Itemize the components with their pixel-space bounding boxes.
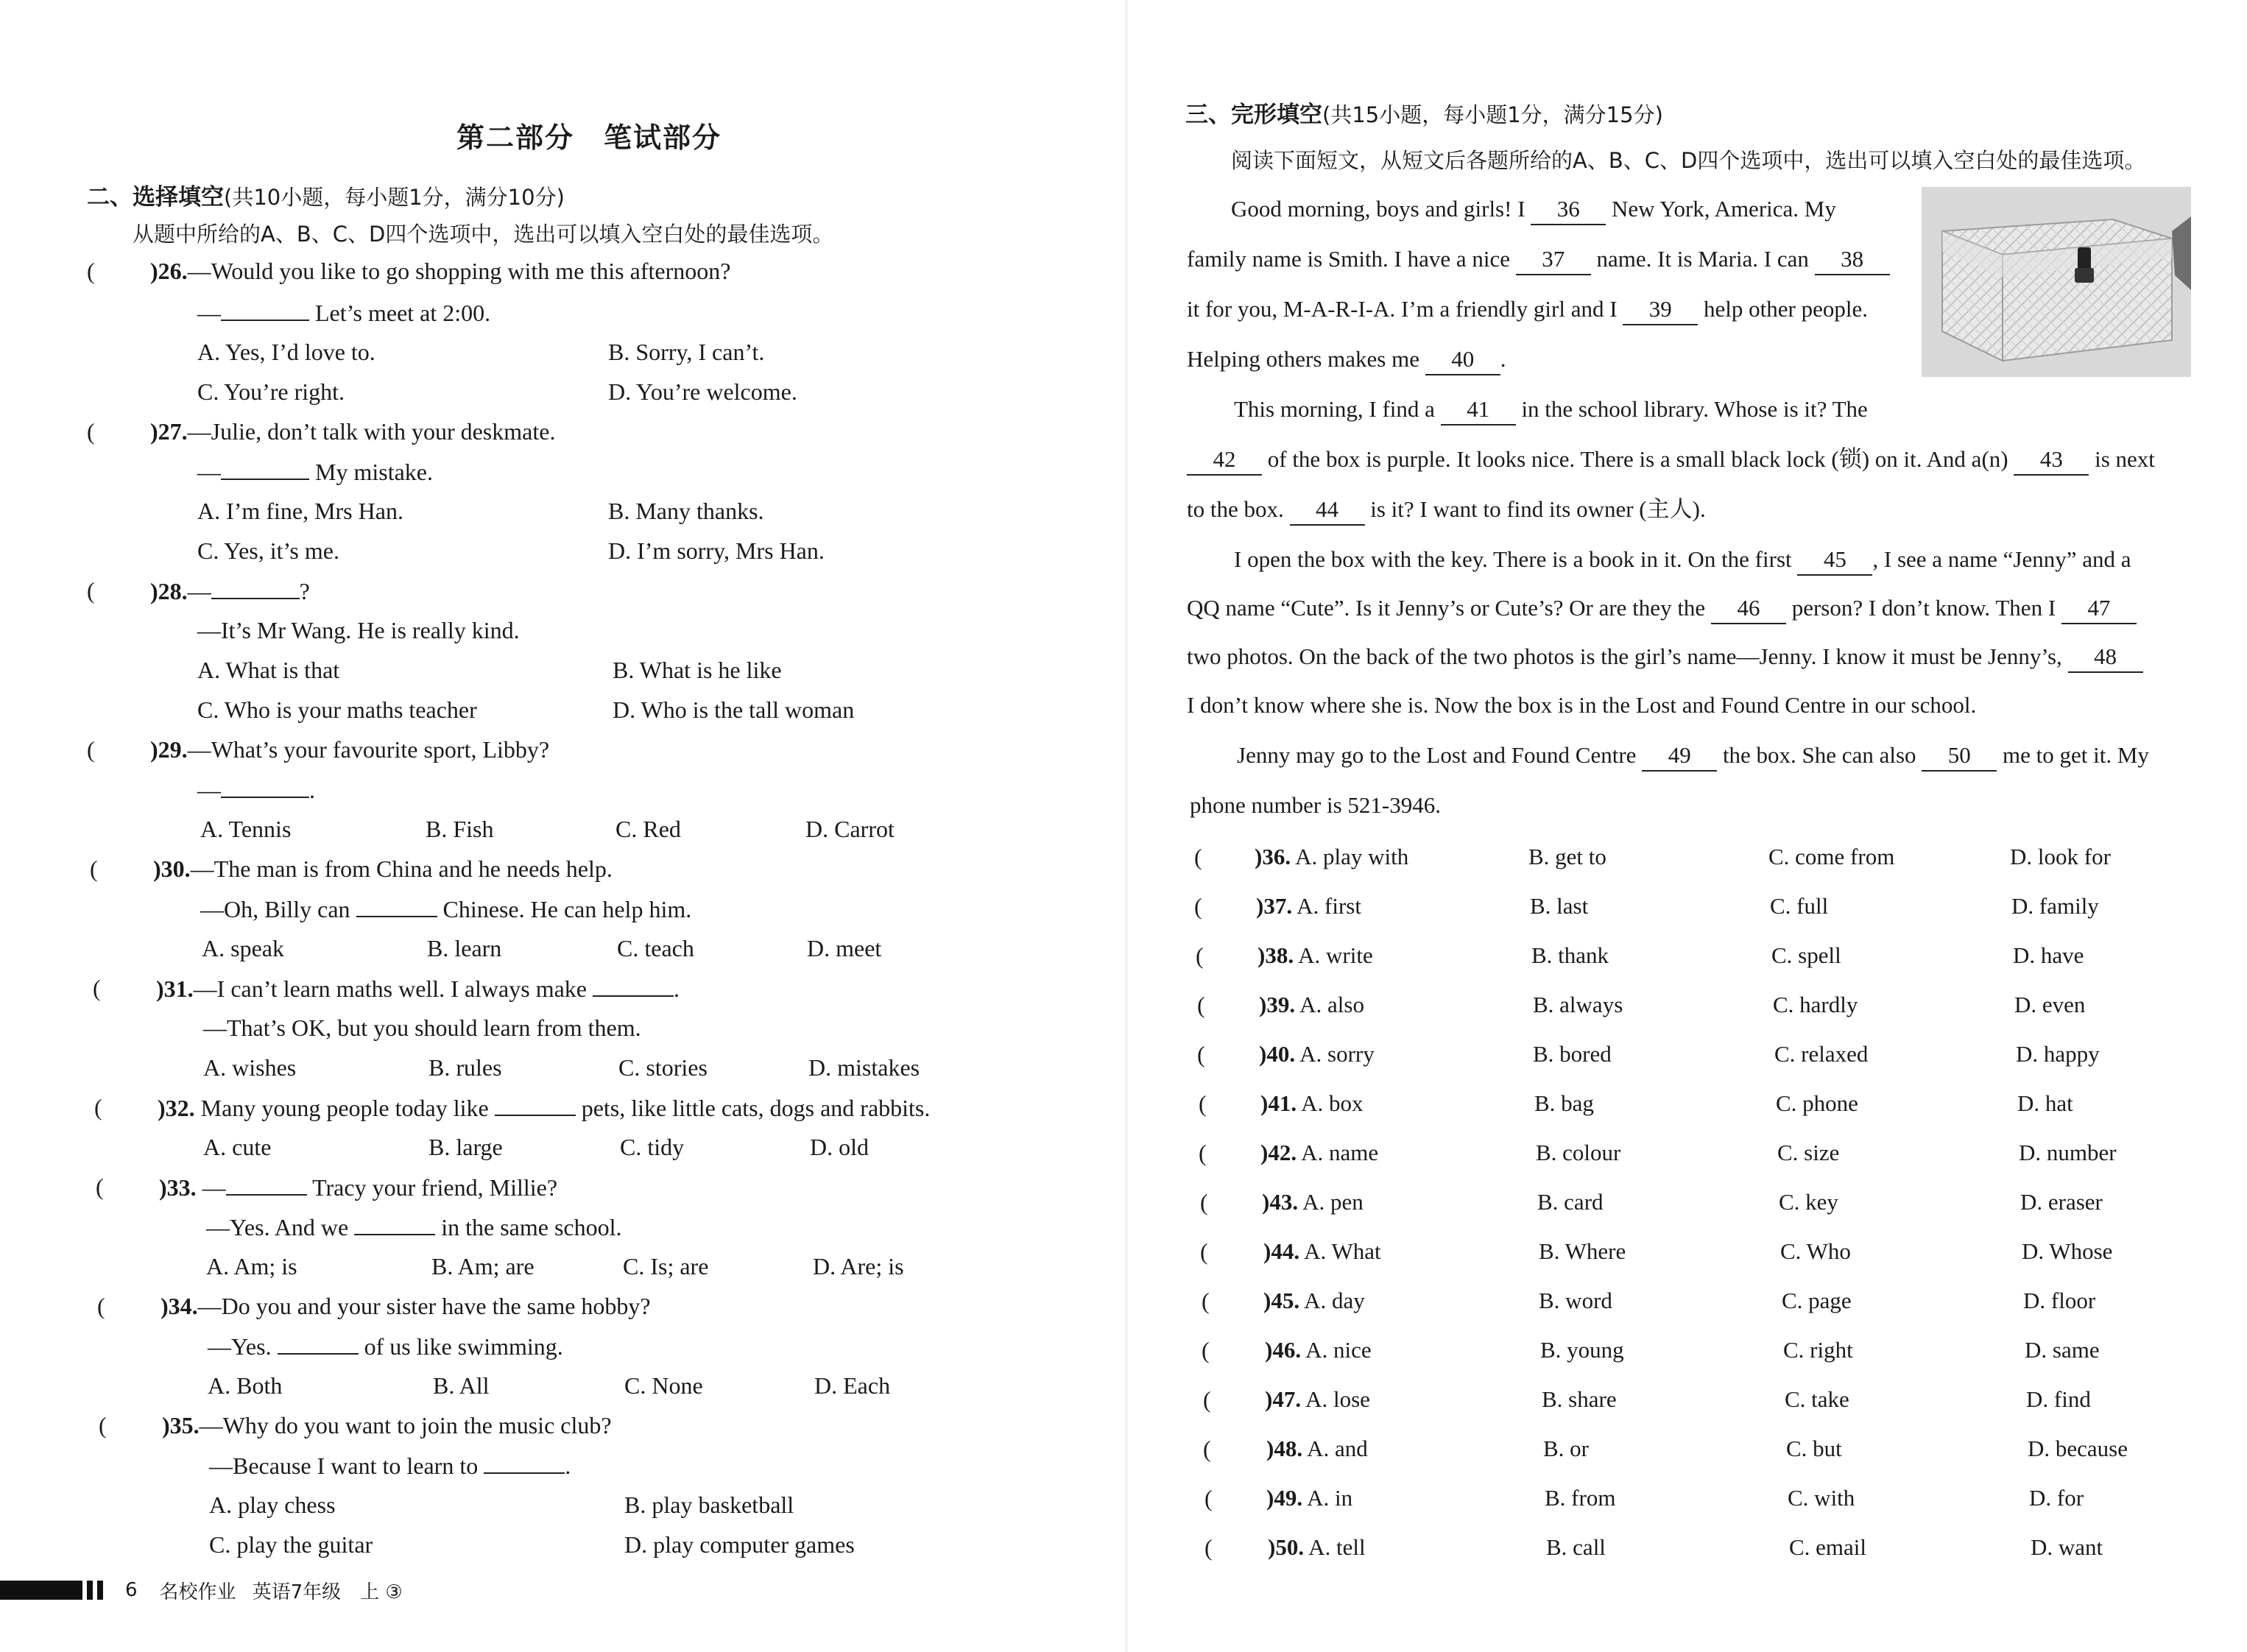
option-a: A. nice: [1301, 1337, 1372, 1363]
answer-paren-50[interactable]: (: [1204, 1534, 1213, 1561]
q28-option-d: D. Who is the tall woman: [613, 696, 855, 723]
answer-paren-45[interactable]: (: [1202, 1288, 1210, 1314]
q33-option-a: A. Am; is: [206, 1253, 297, 1279]
q27-option-a: A. I’m fine, Mrs Han.: [197, 498, 403, 524]
option-a: A. tell: [1304, 1534, 1366, 1560]
answer-paren-44[interactable]: (: [1200, 1238, 1208, 1265]
option-b: B. share: [1542, 1386, 1617, 1412]
passage-p3-l2: QQ name “Cute”. Is it Jenny’s or Cute’s? Or are they the 46 person? I don’t know. Then I 47: [1187, 593, 2137, 624]
q31-option-d: D. mistakes: [808, 1054, 920, 1081]
answer-paren-46[interactable]: (: [1202, 1337, 1210, 1363]
option-c: C. full: [1770, 893, 1829, 919]
blank-50: 50: [1922, 741, 1997, 772]
footer-bar-thin: [87, 1581, 93, 1600]
passage-p3-l3: two photos. On the back of the two photos is the girl’s name—Jenny. I know it must be Jenny’s, 48: [1187, 642, 2143, 673]
passage-p2-l3: to the box. 44 is it? I want to find its owner (主人).: [1187, 495, 1706, 526]
q28-option-c: C. Who is your maths teacher: [197, 696, 477, 723]
option-b: B. bag: [1534, 1090, 1594, 1116]
blank-43: 43: [2014, 445, 2089, 476]
option-d: D. Whose: [2022, 1238, 2113, 1264]
q26-blank: [221, 297, 309, 321]
option-num: )47.: [1265, 1386, 1302, 1412]
section2-heading: [87, 178, 565, 211]
option-a: A. box: [1297, 1090, 1364, 1116]
option-b: B. bored: [1533, 1041, 1612, 1067]
option-d: D. floor: [2023, 1288, 2096, 1313]
option-d: D. happy: [2016, 1041, 2100, 1067]
option-c: C. but: [1786, 1436, 1842, 1461]
option-a: A. in: [1302, 1485, 1353, 1511]
option-c: C. size: [1777, 1140, 1840, 1165]
blank-48: 48: [2068, 642, 2143, 673]
q27-option-b: B. Many thanks.: [608, 498, 764, 524]
answer-paren-31[interactable]: (: [93, 975, 101, 1001]
q26-line2: — Let’s meet at 2:00.: [197, 297, 490, 328]
passage-p2-l2: 42 of the box is purple. It looks nice. There is a small black lock (锁) on it. And a(n) 43 is next: [1187, 445, 2155, 476]
option-num: )49.: [1266, 1485, 1303, 1511]
q31-blank: [593, 973, 674, 997]
q35-option-b: B. play basketball: [624, 1492, 794, 1518]
answer-paren-43[interactable]: (: [1200, 1189, 1208, 1215]
option-b: B. call: [1546, 1534, 1606, 1560]
q31-option-a: A. wishes: [203, 1054, 297, 1081]
option-b: B. get to: [1528, 844, 1606, 869]
storage-box-image: [1922, 187, 2191, 377]
passage-p4-l2: phone number is 521-3946.: [1190, 792, 1441, 818]
passage-p1-l1: Good morning, boys and girls! I 36 New York, America. My: [1231, 194, 1836, 225]
option-b: B. colour: [1536, 1140, 1621, 1165]
option-c: C. hardly: [1773, 992, 1858, 1017]
q33-option-b: B. Am; are: [431, 1253, 535, 1279]
option-d: D. hat: [2017, 1090, 2073, 1116]
footer-bar: [0, 1581, 82, 1600]
section2-head: 二、选择填空: [87, 184, 224, 211]
q33-blank-2: [354, 1212, 435, 1235]
q27-option-c: C. Yes, it’s me.: [197, 537, 339, 564]
option-a: A. What: [1299, 1238, 1381, 1264]
blank-44: 44: [1290, 495, 1365, 526]
q35-option-d: D. play computer games: [624, 1531, 855, 1558]
q29-line2: — .: [197, 774, 315, 805]
answer-paren-41[interactable]: (: [1199, 1090, 1207, 1117]
option-a: A. sorry: [1295, 1041, 1375, 1067]
option-c: C. email: [1789, 1534, 1867, 1560]
q34-option-b: B. All: [433, 1372, 490, 1399]
blank-36: 36: [1531, 194, 1606, 225]
option-num: )45.: [1263, 1288, 1300, 1313]
q34-option-c: C. None: [624, 1372, 703, 1399]
option-a: A. day: [1299, 1288, 1365, 1313]
footer-bar-thin: [97, 1581, 103, 1600]
q33-option-d: D. Are; is: [813, 1253, 904, 1279]
q32-line1: )32. Many young people today like pets, like little cats, dogs and rabbits.: [158, 1092, 930, 1123]
q30-option-d: D. meet: [807, 935, 882, 961]
q34-option-d: D. Each: [814, 1372, 891, 1399]
option-c: C. come from: [1768, 844, 1895, 869]
q26-option-c: C. You’re right.: [197, 378, 345, 405]
option-num: )42.: [1260, 1140, 1297, 1165]
answer-paren-35[interactable]: (: [99, 1412, 107, 1439]
option-num: )36.: [1255, 844, 1291, 869]
q28-line2: —It’s Mr Wang. He is really kind.: [197, 617, 520, 643]
q34-blank: [278, 1331, 359, 1355]
option-b: B. card: [1537, 1189, 1604, 1215]
q35-blank: [484, 1450, 565, 1474]
option-d: D. even: [2014, 992, 2086, 1017]
blank-49: 49: [1642, 741, 1717, 772]
answer-paren-27[interactable]: (: [87, 418, 95, 445]
page-number: 6: [125, 1579, 138, 1601]
option-d: D. have: [2013, 942, 2084, 968]
blank-47: 47: [2061, 593, 2137, 624]
answer-paren-39[interactable]: (: [1197, 992, 1205, 1018]
answer-paren-36[interactable]: (: [1194, 844, 1202, 870]
option-num: )46.: [1265, 1337, 1302, 1363]
option-c: C. right: [1783, 1337, 1853, 1363]
answer-paren-33[interactable]: (: [96, 1173, 104, 1200]
option-d: D. because: [2028, 1436, 2128, 1461]
q29-option-d: D. Carrot: [805, 816, 895, 842]
book-title: 名校作业: [159, 1581, 236, 1603]
answer-paren-28[interactable]: (: [87, 577, 95, 604]
q29-option-a: A. Tennis: [200, 816, 292, 842]
q35-option-c: C. play the guitar: [209, 1531, 373, 1558]
option-b: B. always: [1533, 992, 1623, 1017]
q30-line1: )30.—The man is from China and he needs help.: [153, 855, 613, 882]
answer-paren-47[interactable]: (: [1203, 1386, 1211, 1413]
option-d: D. same: [2025, 1337, 2100, 1363]
q32-option-b: B. large: [428, 1134, 503, 1160]
blank-46: 46: [1711, 593, 1786, 624]
q34-line2: —Yes. of us like swimming.: [208, 1331, 563, 1361]
q32-option-d: D. old: [810, 1134, 869, 1160]
q34-option-a: A. Both: [208, 1372, 283, 1399]
passage-p1-l2: family name is Smith. I have a nice 37 name. It is Maria. I can 38: [1187, 244, 1890, 275]
q28-option-b: B. What is he like: [613, 657, 782, 683]
q35-line1: )35.—Why do you want to join the music club?: [162, 1412, 612, 1439]
option-num: )44.: [1263, 1238, 1300, 1264]
option-c: C. page: [1782, 1288, 1852, 1313]
option-num: )39.: [1259, 992, 1296, 1017]
passage-p1-l4: Helping others makes me 40 .: [1187, 345, 1506, 375]
q27-option-d: D. I’m sorry, Mrs Han.: [608, 537, 825, 564]
option-a: A. name: [1297, 1140, 1379, 1165]
passage-p3-l1: I open the box with the key. There is a book in it. On the first 45 , I see a name “Jenny” and a: [1234, 545, 2131, 576]
option-d: D. number: [2019, 1140, 2117, 1165]
section3-head: 三、完形填空: [1185, 102, 1322, 128]
answer-paren-37[interactable]: (: [1194, 893, 1202, 919]
page-footer: [0, 1575, 403, 1605]
q27-blank: [221, 456, 309, 480]
option-num: )38.: [1257, 942, 1294, 968]
option-num: )50.: [1268, 1534, 1305, 1560]
q32-blank: [495, 1092, 576, 1116]
answer-paren-26[interactable]: (: [87, 258, 95, 284]
option-d: D. want: [2031, 1534, 2103, 1560]
q26-option-b: B. Sorry, I can’t.: [608, 339, 765, 365]
option-d: D. look for: [2010, 844, 2111, 869]
option-a: A. lose: [1301, 1386, 1370, 1412]
blank-45: 45: [1797, 545, 1872, 576]
passage-p3-l4: I don’t know where she is. Now the box is in the Lost and Found Centre in our school.: [1187, 692, 1977, 718]
answer-paren-30[interactable]: (: [90, 855, 98, 882]
q29-option-b: B. Fish: [426, 816, 494, 842]
box-photo: [1922, 187, 2191, 377]
q29-blank: [221, 774, 309, 798]
q27-line2: — My mistake.: [197, 456, 433, 487]
option-num: )48.: [1266, 1436, 1303, 1461]
option-c: C. Who: [1780, 1238, 1851, 1264]
option-num: )41.: [1260, 1090, 1297, 1116]
option-a: A. play with: [1291, 844, 1409, 869]
section3-note: (共15小题，每小题1分，满分15分): [1322, 102, 1663, 127]
option-b: B. last: [1530, 893, 1589, 919]
option-b: B. Where: [1539, 1238, 1626, 1264]
option-a: A. also: [1295, 992, 1364, 1017]
q31-option-c: C. stories: [618, 1054, 708, 1081]
option-c: C. take: [1785, 1386, 1849, 1412]
q28-line1: )28.— ?: [150, 576, 310, 606]
blank-39: 39: [1623, 294, 1698, 325]
answer-paren-32[interactable]: (: [94, 1094, 102, 1120]
q35-option-a: A. play chess: [209, 1492, 336, 1518]
q26-line1: )26.—Would you like to go shopping with me this afternoon?: [150, 258, 731, 284]
passage-p1-l3: it for you, M-A-R-I-A. I’m a friendly girl and I 39 help other people.: [1187, 294, 1868, 325]
option-b: B. word: [1539, 1288, 1612, 1313]
option-d: D. family: [2011, 893, 2099, 919]
passage-p2-l1: This morning, I find a 41 in the school library. Whose is it? The: [1234, 395, 1868, 426]
q26-option-a: A. Yes, I’d love to.: [197, 339, 375, 365]
q28-option-a: A. What is that: [197, 657, 340, 683]
option-a: A. write: [1294, 942, 1373, 968]
q30-blank: [356, 894, 437, 917]
q34-line1: )34.—Do you and your sister have the same hobby?: [160, 1293, 651, 1319]
q31-line2: —That’s OK, but you should learn from them.: [203, 1014, 641, 1041]
q29-line1: )29.—What’s your favourite sport, Libby?: [150, 736, 550, 763]
answer-paren-40[interactable]: (: [1197, 1041, 1205, 1067]
option-c: C. spell: [1771, 942, 1841, 968]
section3-instruction: 阅读下面短文，从短文后各题所给的A、B、C、D四个选项中，选出可以填入空白处的最佳选项。: [1231, 148, 2146, 173]
option-b: B. thank: [1531, 942, 1609, 968]
option-c: C. with: [1788, 1485, 1855, 1511]
option-c: C. key: [1779, 1189, 1838, 1215]
option-c: C. phone: [1776, 1090, 1858, 1116]
option-num: )43.: [1262, 1189, 1299, 1215]
section2-instruction: 从题中所给的A、B、C、D四个选项中，选出可以填入空白处的最佳选项。: [133, 222, 834, 247]
q30-line2: —Oh, Billy can Chinese. He can help him.: [200, 894, 691, 924]
q33-line1: )33. — Tracy your friend, Millie?: [159, 1172, 557, 1202]
option-num: )40.: [1259, 1041, 1296, 1067]
part-title: 第二部分 笔试部分: [456, 121, 722, 154]
q33-blank-1: [226, 1172, 307, 1196]
q30-option-a: A. speak: [202, 935, 284, 961]
option-a: A. and: [1302, 1436, 1368, 1461]
answer-paren-49[interactable]: (: [1204, 1485, 1213, 1511]
q31-option-b: B. rules: [428, 1054, 502, 1081]
blank-37: 37: [1516, 244, 1591, 275]
answer-paren-29[interactable]: (: [87, 736, 95, 763]
q32-option-c: C. tidy: [620, 1134, 685, 1160]
answer-paren-42[interactable]: (: [1199, 1140, 1207, 1166]
blank-40: 40: [1425, 345, 1500, 375]
section3-heading: [1185, 96, 1663, 129]
option-a: A. first: [1292, 893, 1361, 919]
option-b: B. young: [1540, 1337, 1624, 1363]
option-b: B. or: [1543, 1436, 1589, 1461]
blank-38: 38: [1815, 244, 1890, 275]
grade-label: 英语7年级 上 ③: [252, 1581, 403, 1603]
blank-41: 41: [1441, 395, 1516, 426]
q26-option-d: D. You’re welcome.: [608, 378, 797, 405]
q30-option-c: C. teach: [617, 935, 694, 961]
answer-paren-38[interactable]: (: [1196, 942, 1204, 969]
option-d: D. eraser: [2020, 1189, 2103, 1215]
answer-paren-34[interactable]: (: [97, 1293, 105, 1319]
option-b: B. from: [1545, 1485, 1616, 1511]
q33-line2: —Yes. And we in the same school.: [206, 1212, 622, 1242]
q33-option-c: C. Is; are: [623, 1253, 709, 1279]
passage-p4-l1: Jenny may go to the Lost and Found Centre 49 the box. She can also 50 me to get it. My: [1237, 741, 2149, 772]
q35-line2: —Because I want to learn to .: [209, 1450, 571, 1480]
option-a: A. pen: [1298, 1189, 1364, 1215]
q28-blank: [211, 576, 300, 599]
blank-42: 42: [1187, 445, 1262, 476]
option-c: C. relaxed: [1774, 1041, 1869, 1067]
q32-option-a: A. cute: [203, 1134, 272, 1160]
q30-option-b: B. learn: [427, 935, 502, 961]
section2-note: (共10小题，每小题1分，满分10分): [224, 185, 565, 210]
option-d: D. find: [2026, 1386, 2091, 1412]
option-num: )37.: [1256, 893, 1293, 919]
q29-option-c: C. Red: [615, 816, 681, 842]
option-d: D. for: [2029, 1485, 2084, 1511]
answer-paren-48[interactable]: (: [1203, 1436, 1211, 1462]
q27-line1: )27.—Julie, don’t talk with your deskmate.: [150, 418, 556, 445]
q31-line1: )31.—I can’t learn maths well. I always make .: [156, 973, 680, 1003]
